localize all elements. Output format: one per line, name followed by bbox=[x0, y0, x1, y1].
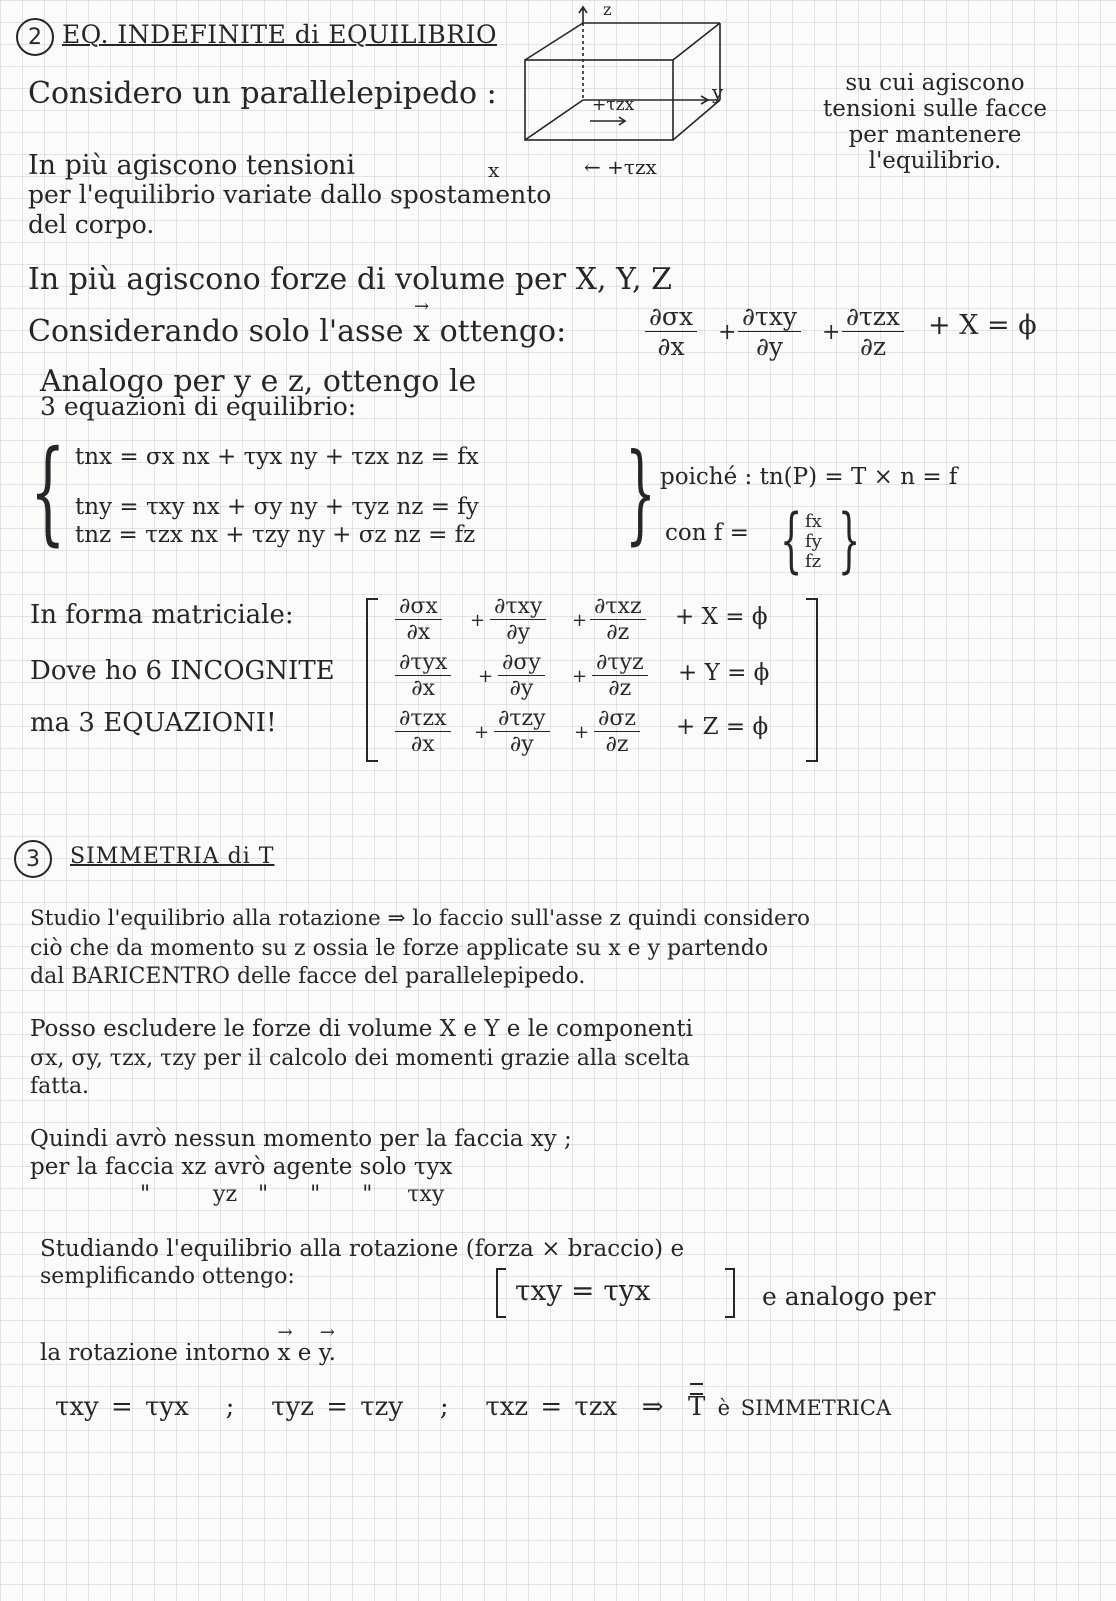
paragraph-line: per l'equilibrio variate dallo spostamento bbox=[28, 180, 552, 209]
fraction-denominator: ∂y bbox=[509, 732, 534, 757]
system-line: tnz = τzx nx + τzy ny + σz nz = fz bbox=[75, 522, 476, 548]
p5-and: e bbox=[297, 1340, 312, 1366]
para3-suffix: ottengo: bbox=[439, 314, 567, 349]
matrix-row-tail: + X = ϕ bbox=[675, 604, 768, 630]
final-eq3: τxz = τzx bbox=[485, 1392, 618, 1422]
paragraph-line: Quindi avrò nessun momento per la faccia xy ; bbox=[30, 1126, 572, 1152]
axis-y-label: y bbox=[712, 80, 724, 104]
implies-arrow: ⇒ bbox=[641, 1392, 664, 1422]
side-note-line: tensioni sulle facce bbox=[822, 96, 1047, 122]
vector-x: → x bbox=[413, 314, 430, 349]
paragraph-line: per la faccia xz avrò agente solo τyx bbox=[30, 1154, 453, 1180]
plus-sign: + bbox=[474, 722, 490, 743]
final-line bbox=[55, 1392, 891, 1422]
fraction bbox=[842, 302, 904, 361]
diagram-tau-below: ← +τzx bbox=[584, 155, 657, 179]
system-line: tny = τxy nx + σy ny + τyz nz = fy bbox=[75, 494, 479, 520]
fraction bbox=[498, 650, 545, 701]
side-note-line: l'equilibrio. bbox=[868, 148, 1002, 174]
f-vector-open: { bbox=[780, 499, 803, 581]
fraction bbox=[395, 594, 442, 645]
fraction-denominator: ∂x bbox=[411, 676, 436, 701]
f-vector bbox=[805, 512, 822, 572]
fraction bbox=[395, 706, 451, 757]
section-number: 2 bbox=[28, 24, 42, 50]
side-note-line: per mantenere bbox=[848, 122, 1022, 148]
paragraph-line: del corpo. bbox=[28, 210, 155, 239]
note-equazioni: ma 3 EQUAZIONI! bbox=[30, 708, 277, 738]
fraction-denominator: ∂y bbox=[755, 332, 784, 361]
final-conclusion: è SIMMETRICA bbox=[717, 1396, 892, 1420]
con-label: con f = bbox=[665, 520, 749, 546]
note-incognite: Dove ho 6 INCOGNITE bbox=[30, 656, 335, 686]
matrix-row-tail: + Z = ϕ bbox=[676, 714, 769, 740]
fraction-denominator: ∂x bbox=[657, 332, 685, 361]
plus-sign: + bbox=[822, 320, 841, 345]
final-eq2: τyz = τzy bbox=[271, 1392, 404, 1422]
section-number-badge bbox=[14, 840, 52, 878]
axis-z-label: z bbox=[603, 0, 612, 19]
matrix-label: In forma matriciale: bbox=[30, 600, 294, 630]
paragraph-line: σx, σy, τzx, τzy per il calcolo dei momenti grazie alla scelta bbox=[30, 1046, 690, 1071]
paragraph-line: semplificando ottengo: bbox=[40, 1264, 295, 1289]
plus-sign: + bbox=[470, 610, 486, 631]
plus-sign: + bbox=[478, 666, 494, 687]
fraction bbox=[494, 706, 550, 757]
fraction bbox=[738, 302, 801, 361]
final-eq1: τxy = τyx bbox=[55, 1392, 189, 1422]
vector-x: → x bbox=[277, 1340, 290, 1366]
paragraph-line: Posso escludere le forze di volume X e Y e le componenti bbox=[30, 1016, 693, 1042]
fraction bbox=[590, 594, 646, 645]
plus-sign: + bbox=[572, 610, 588, 631]
f-vector-entry: fx bbox=[805, 511, 822, 532]
matrix-bracket-right bbox=[806, 598, 818, 762]
fraction-denominator: ∂y bbox=[509, 676, 534, 701]
fraction-numerator: ∂τyx bbox=[395, 650, 451, 676]
paragraph-line: fatta. bbox=[30, 1074, 90, 1099]
poiche-line bbox=[660, 464, 957, 490]
fraction bbox=[645, 302, 697, 361]
diagram-tau-inside: +τzx bbox=[592, 95, 635, 115]
fraction-numerator: ∂σy bbox=[498, 650, 545, 676]
fraction bbox=[490, 594, 546, 645]
after-boxed: e analogo per bbox=[762, 1282, 936, 1311]
fraction-numerator: ∂σz bbox=[594, 706, 640, 732]
fraction-numerator: ∂τzx bbox=[395, 706, 451, 732]
plus-sign: + bbox=[572, 666, 588, 687]
section-title: EQ. INDEFINITE di EQUILIBRIO bbox=[62, 20, 497, 49]
system-line: tnx = σx nx + τyx ny + τzx nz = fx bbox=[75, 444, 479, 470]
para3-prefix: Considerando solo l'asse bbox=[28, 314, 404, 349]
fraction-denominator: ∂z bbox=[608, 676, 632, 701]
paragraph-line: dal BARICENTRO delle facce del parallelepipedo. bbox=[30, 964, 586, 989]
left-brace: { bbox=[30, 427, 66, 557]
paragraph-line: ciò che da momento su z ossia le forze applicate su x e y partendo bbox=[30, 936, 769, 961]
vector-y: → y. bbox=[319, 1340, 336, 1366]
matrix-row-tail: + Y = ϕ bbox=[678, 660, 770, 686]
right-brace: } bbox=[625, 431, 656, 556]
boxed-bracket-left bbox=[496, 1268, 506, 1318]
fraction-numerator: ∂σx bbox=[395, 594, 442, 620]
f-vector-entry: fz bbox=[805, 551, 822, 572]
fraction-denominator: ∂x bbox=[410, 732, 435, 757]
paragraph-line: " yz " " " τxy bbox=[140, 1182, 445, 1207]
fraction-denominator: ∂z bbox=[859, 332, 887, 361]
poiche-text: poiché : tn(P) = T × n = f bbox=[660, 464, 958, 490]
paragraph-line: Studiando l'equilibrio alla rotazione (forza × braccio) e bbox=[40, 1236, 685, 1262]
fraction-numerator: ∂τxy bbox=[490, 594, 546, 620]
paragraph-line: In più agiscono tensioni bbox=[28, 150, 355, 181]
section-number: 3 bbox=[26, 846, 40, 872]
equation-tail: + X = ϕ bbox=[928, 310, 1037, 341]
paragraph-line bbox=[40, 1340, 336, 1366]
fraction-numerator: ∂σx bbox=[645, 302, 697, 332]
matrix-bracket-left bbox=[366, 598, 378, 762]
intro-line: Considero un parallelepipedo : bbox=[28, 76, 497, 111]
paragraph-line: Analogo per y e z, ottengo le bbox=[40, 364, 477, 399]
f-vector-entry: fy bbox=[805, 531, 822, 552]
paragraph-line: 3 equazioni di equilibrio: bbox=[40, 392, 357, 421]
paragraph-line: Studio l'equilibrio alla rotazione ⇒ lo faccio sull'asse z quindi considero bbox=[30, 906, 810, 931]
final-sep: ; bbox=[225, 1392, 235, 1422]
paragraph-line: In più agiscono forze di volume per X, Y, Z bbox=[28, 262, 672, 297]
boxed-result: τxy = τyx bbox=[515, 1274, 651, 1307]
fraction-numerator: ∂τxz bbox=[590, 594, 646, 620]
final-sep: ; bbox=[439, 1392, 449, 1422]
section-title: SIMMETRIA di T bbox=[70, 844, 275, 869]
f-vector-close: } bbox=[838, 499, 861, 581]
side-note-line: su cui agiscono bbox=[845, 70, 1025, 96]
fraction-numerator: ∂τyz bbox=[592, 650, 648, 676]
fraction-numerator: ∂τzx bbox=[842, 302, 904, 332]
p5-prefix: la rotazione intorno bbox=[40, 1340, 271, 1366]
paragraph-line bbox=[28, 314, 566, 349]
fraction-denominator: ∂z bbox=[605, 732, 629, 757]
fraction bbox=[594, 706, 640, 757]
boxed-bracket-right bbox=[725, 1268, 735, 1318]
fraction-denominator: ∂x bbox=[406, 620, 431, 645]
section-number-badge bbox=[16, 18, 54, 56]
fraction-numerator: ∂τxy bbox=[738, 302, 801, 332]
tensor-T: T bbox=[688, 1392, 706, 1422]
fraction bbox=[395, 650, 451, 701]
fraction-denominator: ∂z bbox=[606, 620, 630, 645]
axis-x-label: x bbox=[488, 158, 500, 182]
plus-sign: + bbox=[574, 722, 590, 743]
fraction-denominator: ∂y bbox=[506, 620, 531, 645]
plus-sign: + bbox=[718, 320, 737, 345]
side-note bbox=[785, 70, 1085, 174]
fraction-numerator: ∂τzy bbox=[494, 706, 550, 732]
fraction bbox=[592, 650, 648, 701]
